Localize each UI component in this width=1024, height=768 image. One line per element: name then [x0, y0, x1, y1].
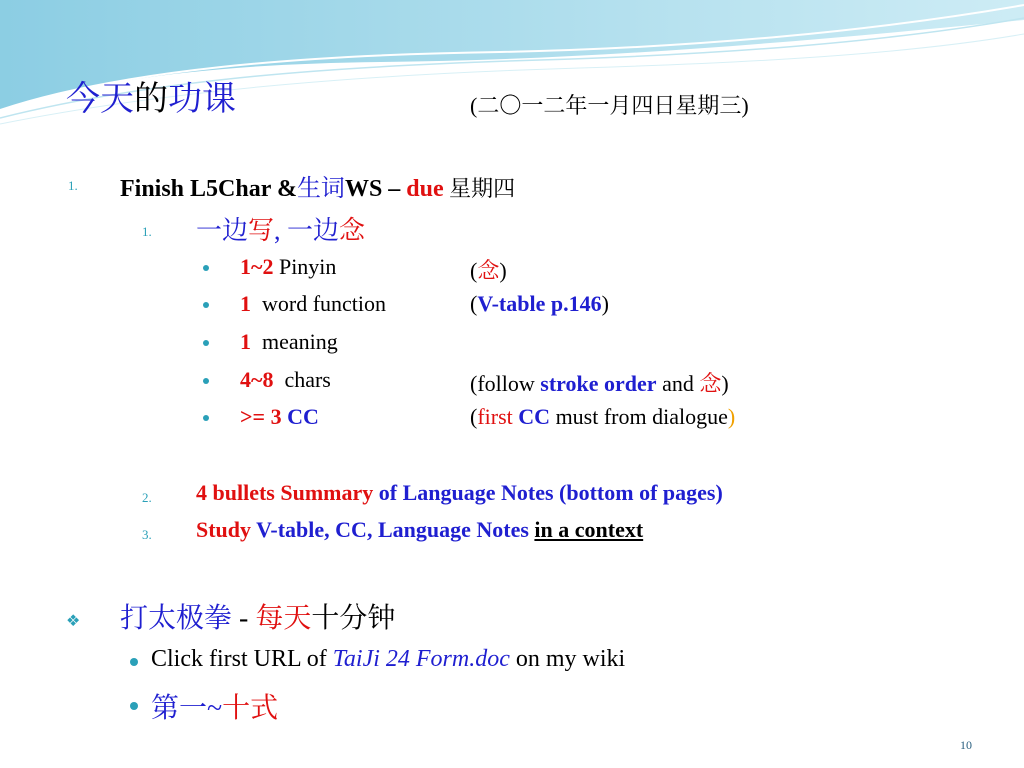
taiji-a: 打太极拳	[120, 603, 233, 634]
sub-1-d: 念	[339, 216, 366, 245]
bullet-2-note-open: (	[470, 291, 478, 316]
taiji-sub-1-a: Click first URL of	[151, 646, 333, 672]
bullet-4-label: chars	[284, 367, 331, 392]
item-1-due: due	[406, 176, 444, 202]
bullet-5-note-b: CC	[512, 404, 551, 429]
bullet-4-note-b: and	[656, 371, 700, 396]
taiji-sub-dot-1	[130, 658, 138, 666]
item-1-text	[120, 168, 515, 203]
bullet-2-label: word function	[262, 291, 387, 316]
bullet-5-note	[470, 404, 735, 430]
taiji-heading	[120, 596, 395, 636]
slide-title	[66, 80, 236, 120]
bullet-4-note-c: 念	[699, 371, 722, 396]
bullet-5-note-open: (	[470, 404, 478, 429]
bullet-4-note-a: stroke order	[540, 371, 657, 396]
item-2-number: 2.	[142, 490, 152, 505]
item-3-text	[196, 517, 643, 543]
taiji-sub-1-c: on my wiki	[509, 646, 626, 672]
title-part-1: 今天	[66, 81, 134, 118]
bullet-4-note	[470, 367, 729, 398]
bullet-2-left	[240, 291, 386, 317]
bullet-dot-1	[203, 265, 209, 271]
item-1-number: 1.	[68, 178, 78, 193]
taiji-sub-2	[151, 686, 278, 726]
page-number: 10	[960, 738, 972, 752]
item-3-a: Study	[196, 517, 252, 542]
bullet-5-note-c: must from dialogue	[550, 404, 728, 429]
bullet-5-label: CC	[281, 404, 319, 429]
taiji-c: 每天	[255, 603, 312, 634]
bullet-5-num: >= 3	[240, 404, 282, 429]
bullet-1-note-open: (	[470, 258, 478, 283]
title-part-3: 功课	[168, 81, 236, 118]
bullet-1-note-close: )	[499, 258, 507, 283]
taiji-b: -	[232, 603, 256, 634]
bullet-dot-4	[203, 378, 209, 384]
taiji-sub-dot-2	[130, 702, 138, 710]
bullet-1-left	[240, 254, 336, 280]
taiji-sub-2-b: ~	[207, 693, 223, 724]
bullet-4-note-close: )	[721, 371, 729, 396]
bullet-1-label: Pinyin	[273, 254, 337, 279]
bullet-5-note-a: first	[477, 404, 513, 429]
bullet-3-label: meaning	[262, 329, 338, 354]
slide-date: (二〇一二年一月四日星期三)	[470, 93, 749, 118]
bullet-dot-5	[203, 415, 209, 421]
bullet-1-note-a: 念	[477, 258, 500, 283]
item-1-text-b: 生词	[296, 176, 345, 202]
bullet-2-num: 1	[240, 291, 251, 316]
bullet-3-left	[240, 329, 338, 355]
bullet-1-num: 1~2	[240, 254, 274, 279]
bullet-1-note	[470, 254, 507, 285]
taiji-sub-2-a: 第一	[151, 693, 208, 724]
item-2-text	[196, 480, 723, 506]
item-3-c: in a context	[534, 517, 644, 542]
taiji-doc-link[interactable]: TaiJi 24 Form.doc	[332, 646, 510, 672]
taiji-sub-2-c: 十式	[222, 693, 279, 724]
bullet-2-note	[470, 291, 609, 317]
sub-1-text	[196, 210, 365, 247]
sub-1-number: 1.	[142, 224, 152, 239]
item-1-text-a: Finish L5Char &	[120, 176, 297, 202]
item-3-number: 3.	[142, 527, 152, 542]
bullet-dot-3	[203, 340, 209, 346]
item-2-a: 4 bullets Summary	[196, 480, 374, 505]
bullet-4-note-open: (follow	[470, 371, 541, 396]
diamond-bullet-icon: ❖	[66, 611, 81, 630]
bullet-2-note-a: V-table p.146	[477, 291, 602, 316]
bullet-2-note-close: )	[601, 291, 609, 316]
bullet-3-num: 1	[240, 329, 251, 354]
item-1-day: 星期四	[443, 176, 516, 201]
taiji-sub-1	[151, 646, 625, 673]
bullet-5-note-close: )	[727, 404, 736, 429]
item-3-b: V-table, CC, Language Notes	[251, 517, 535, 542]
item-2-b: of Language Notes (bottom of pages)	[373, 480, 723, 505]
bullet-dot-2	[203, 302, 209, 308]
taiji-d: 十分钟	[311, 603, 396, 634]
bullet-5-left	[240, 404, 319, 430]
bullet-4-left	[240, 367, 331, 393]
item-1-text-c: WS –	[344, 176, 407, 202]
bullet-4-num: 4~8	[240, 367, 274, 392]
sub-1-c: , 一边	[274, 216, 340, 245]
sub-1-b: 写	[248, 216, 275, 245]
title-part-2: 的	[134, 81, 168, 118]
sub-1-a: 一边	[196, 216, 249, 245]
